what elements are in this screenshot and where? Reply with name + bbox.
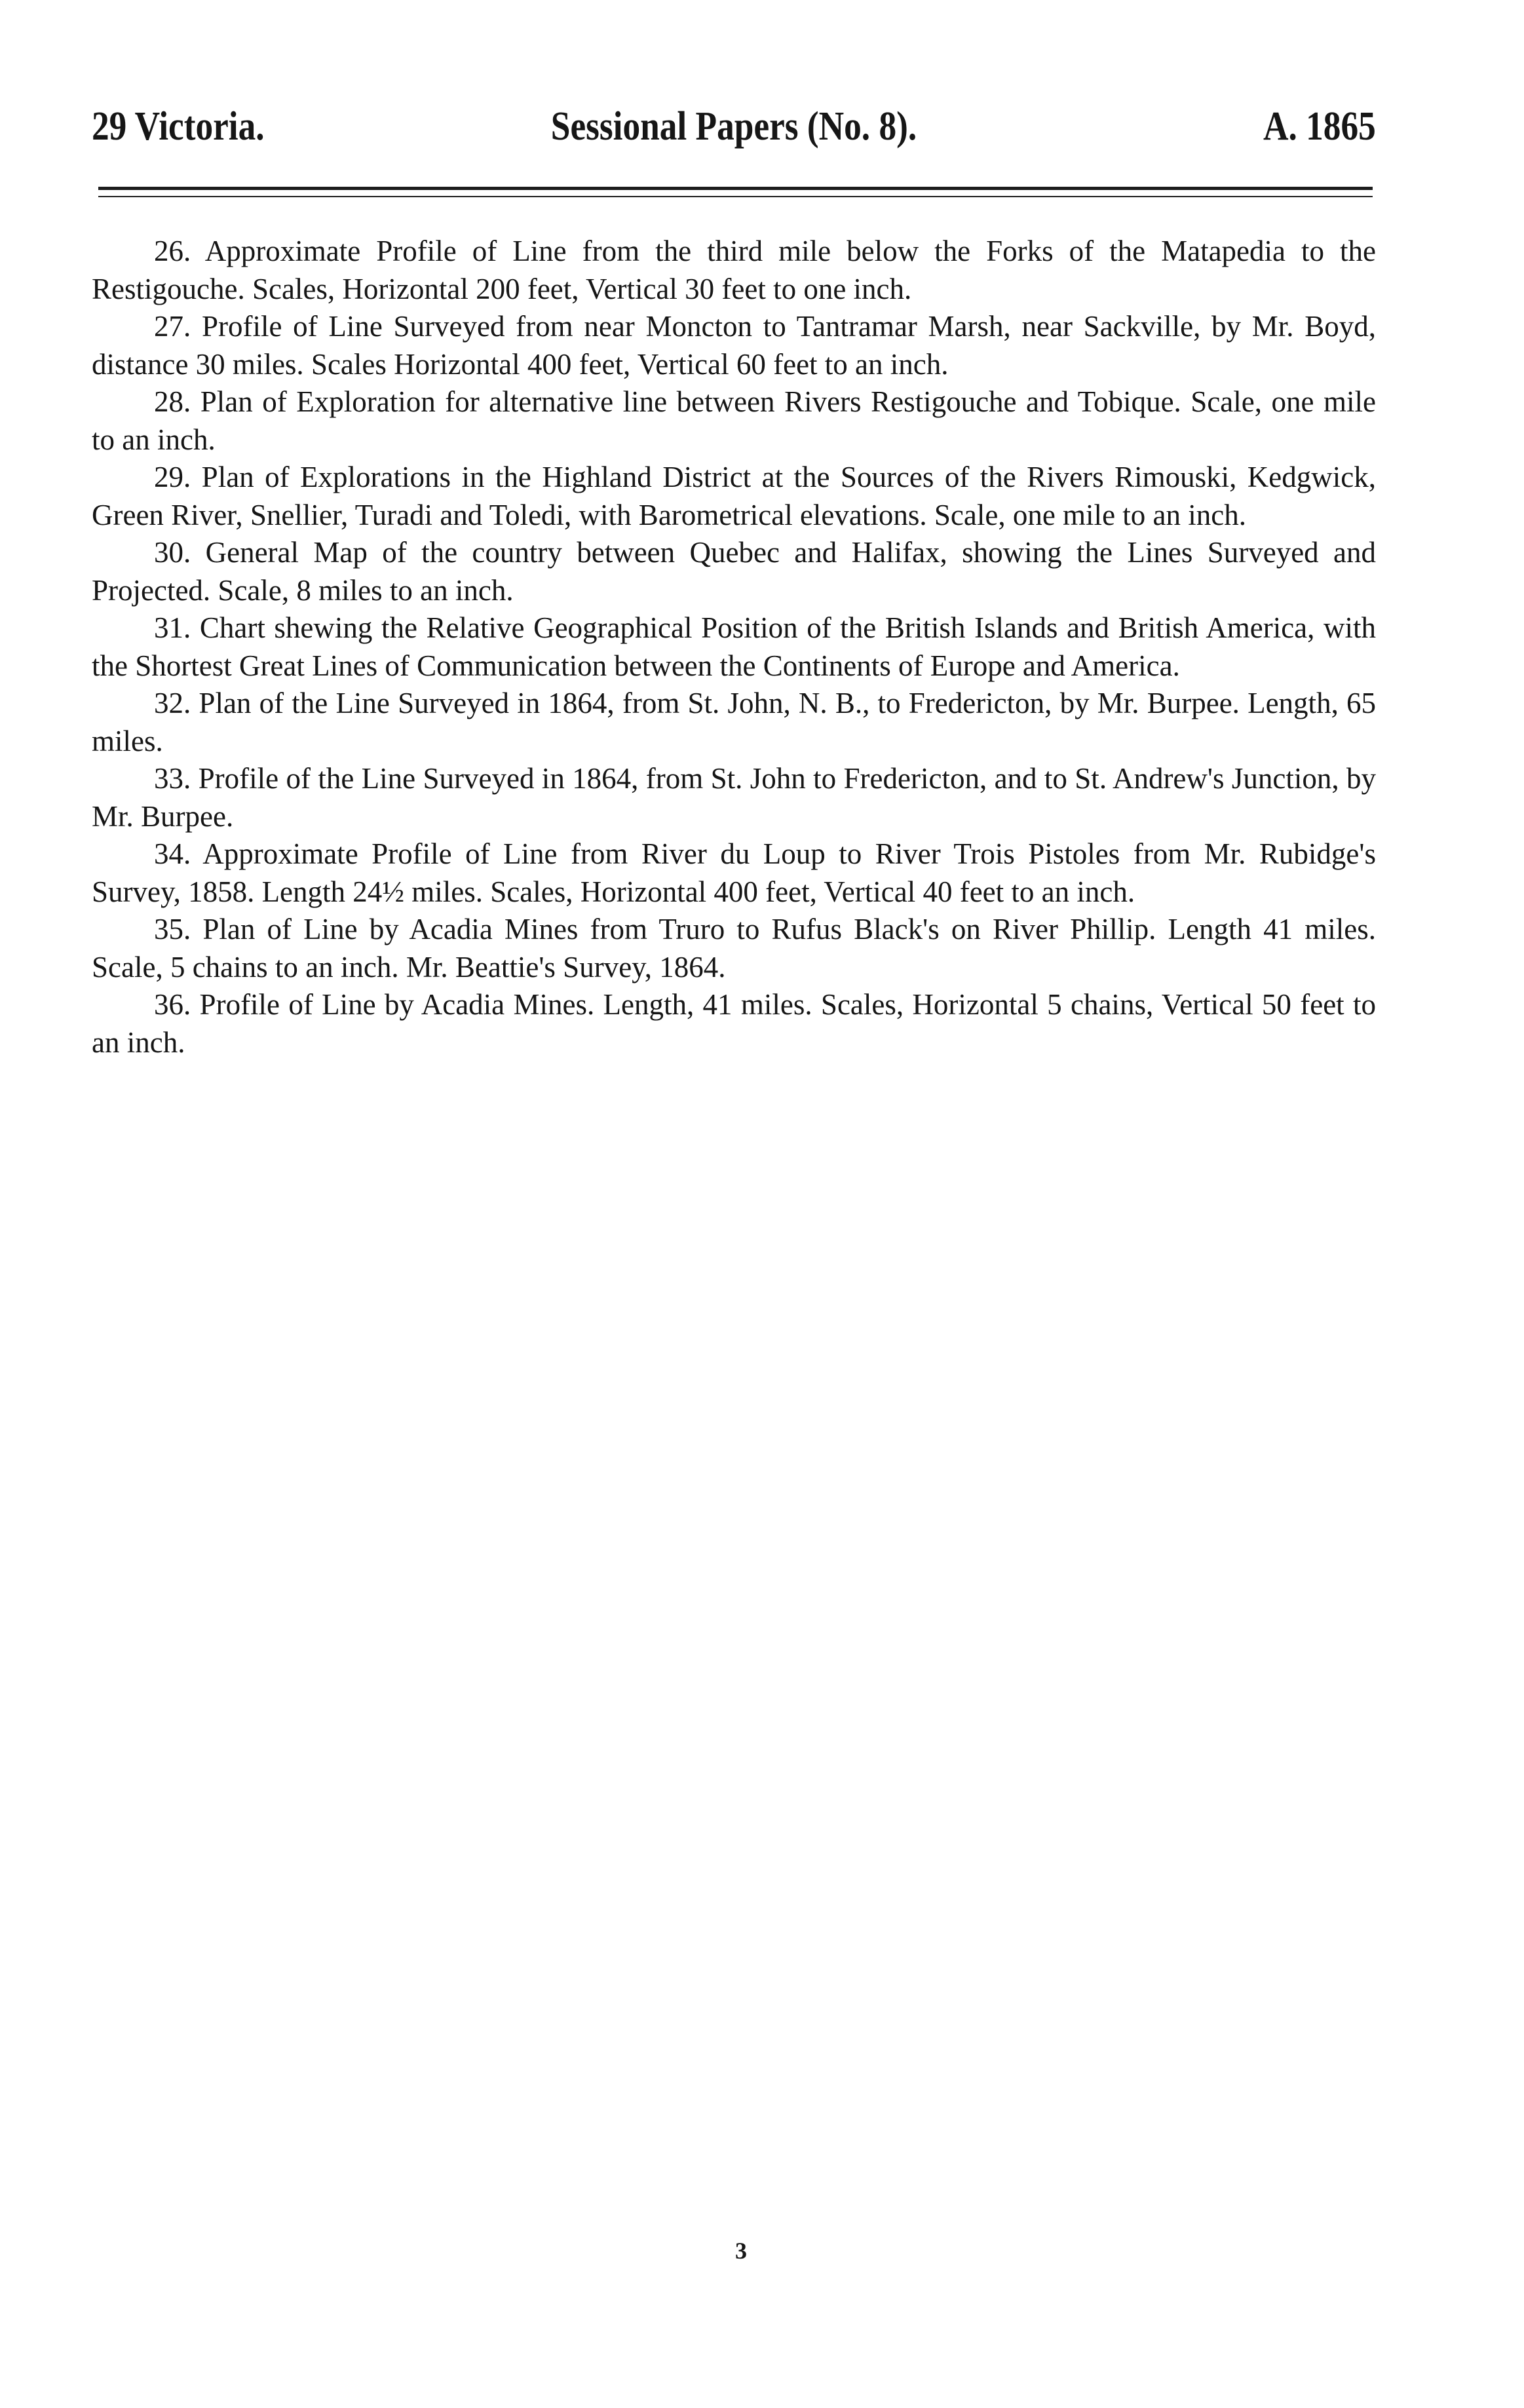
entry-list [92,233,1376,1061]
header-title: Sessional Papers (No. 8). [550,104,917,149]
running-header [92,97,1376,156]
header-rule-thin [98,196,1373,197]
entry-29: 29. Plan of Explorations in the Highland District at the Sources of the Rivers Rimouski, Kedgwick, Green River, Snellier, Turadi and Toledi, with Barometrical elevations. Scale, one mile to an inch. [92,461,1376,531]
header-rule-thick [98,187,1373,190]
header-volume: 29 Victoria. [92,104,265,149]
entry-35: 35. Plan of Line by Acadia Mines from Truro to Rufus Black's on River Phillip. Length 41 miles. Scale, 5 chains to an inch. Mr. Beattie's Survey, 1864. [92,913,1376,984]
entry-34: 34. Approximate Profile of Line from River du Loup to River Trois Pistoles from Mr. Rubidge's Survey, 1858. Length 24½ miles. Scales, Horizontal 400 feet, Vertical 40 feet to an inch. [92,837,1376,908]
entry-33: 33. Profile of the Line Surveyed in 1864, from St. John to Fredericton, and to St. Andrew's Junction, by Mr. Burpee. [92,762,1376,833]
entry-27: 27. Profile of Line Surveyed from near Moncton to Tantramar Marsh, near Sackville, by Mr. Boyd, distance 30 miles. Scales Horizontal 400 feet, Vertical 60 feet to an inch. [92,310,1376,381]
page-number: 3 [735,2238,747,2264]
entry-31: 31. Chart shewing the Relative Geographical Position of the British Islands and British America, with the Shortest Great Lines of Communication between the Continents of Europe and America. [92,611,1376,682]
entry-28: 28. Plan of Exploration for alternative line between Rivers Restigouche and Tobique. Scale, one mile to an inch. [92,385,1376,456]
header-year: A. 1865 [1263,104,1376,149]
entry-36: 36. Profile of Line by Acadia Mines. Length, 41 miles. Scales, Horizontal 5 chains, Vertical 50 feet to an inch. [92,988,1376,1059]
entry-32: 32. Plan of the Line Surveyed in 1864, from St. John, N. B., to Fredericton, by Mr. Burpee. Length, 65 miles. [92,687,1376,757]
entry-30: 30. General Map of the country between Quebec and Halifax, showing the Lines Surveyed and Projected. Scale, 8 miles to an inch. [92,536,1376,607]
entry-26: 26. Approximate Profile of Line from the third mile below the Forks of the Matapedia to the Restigouche. Scales, Horizontal 200 feet, Vertical 30 feet to one inch. [92,235,1376,305]
